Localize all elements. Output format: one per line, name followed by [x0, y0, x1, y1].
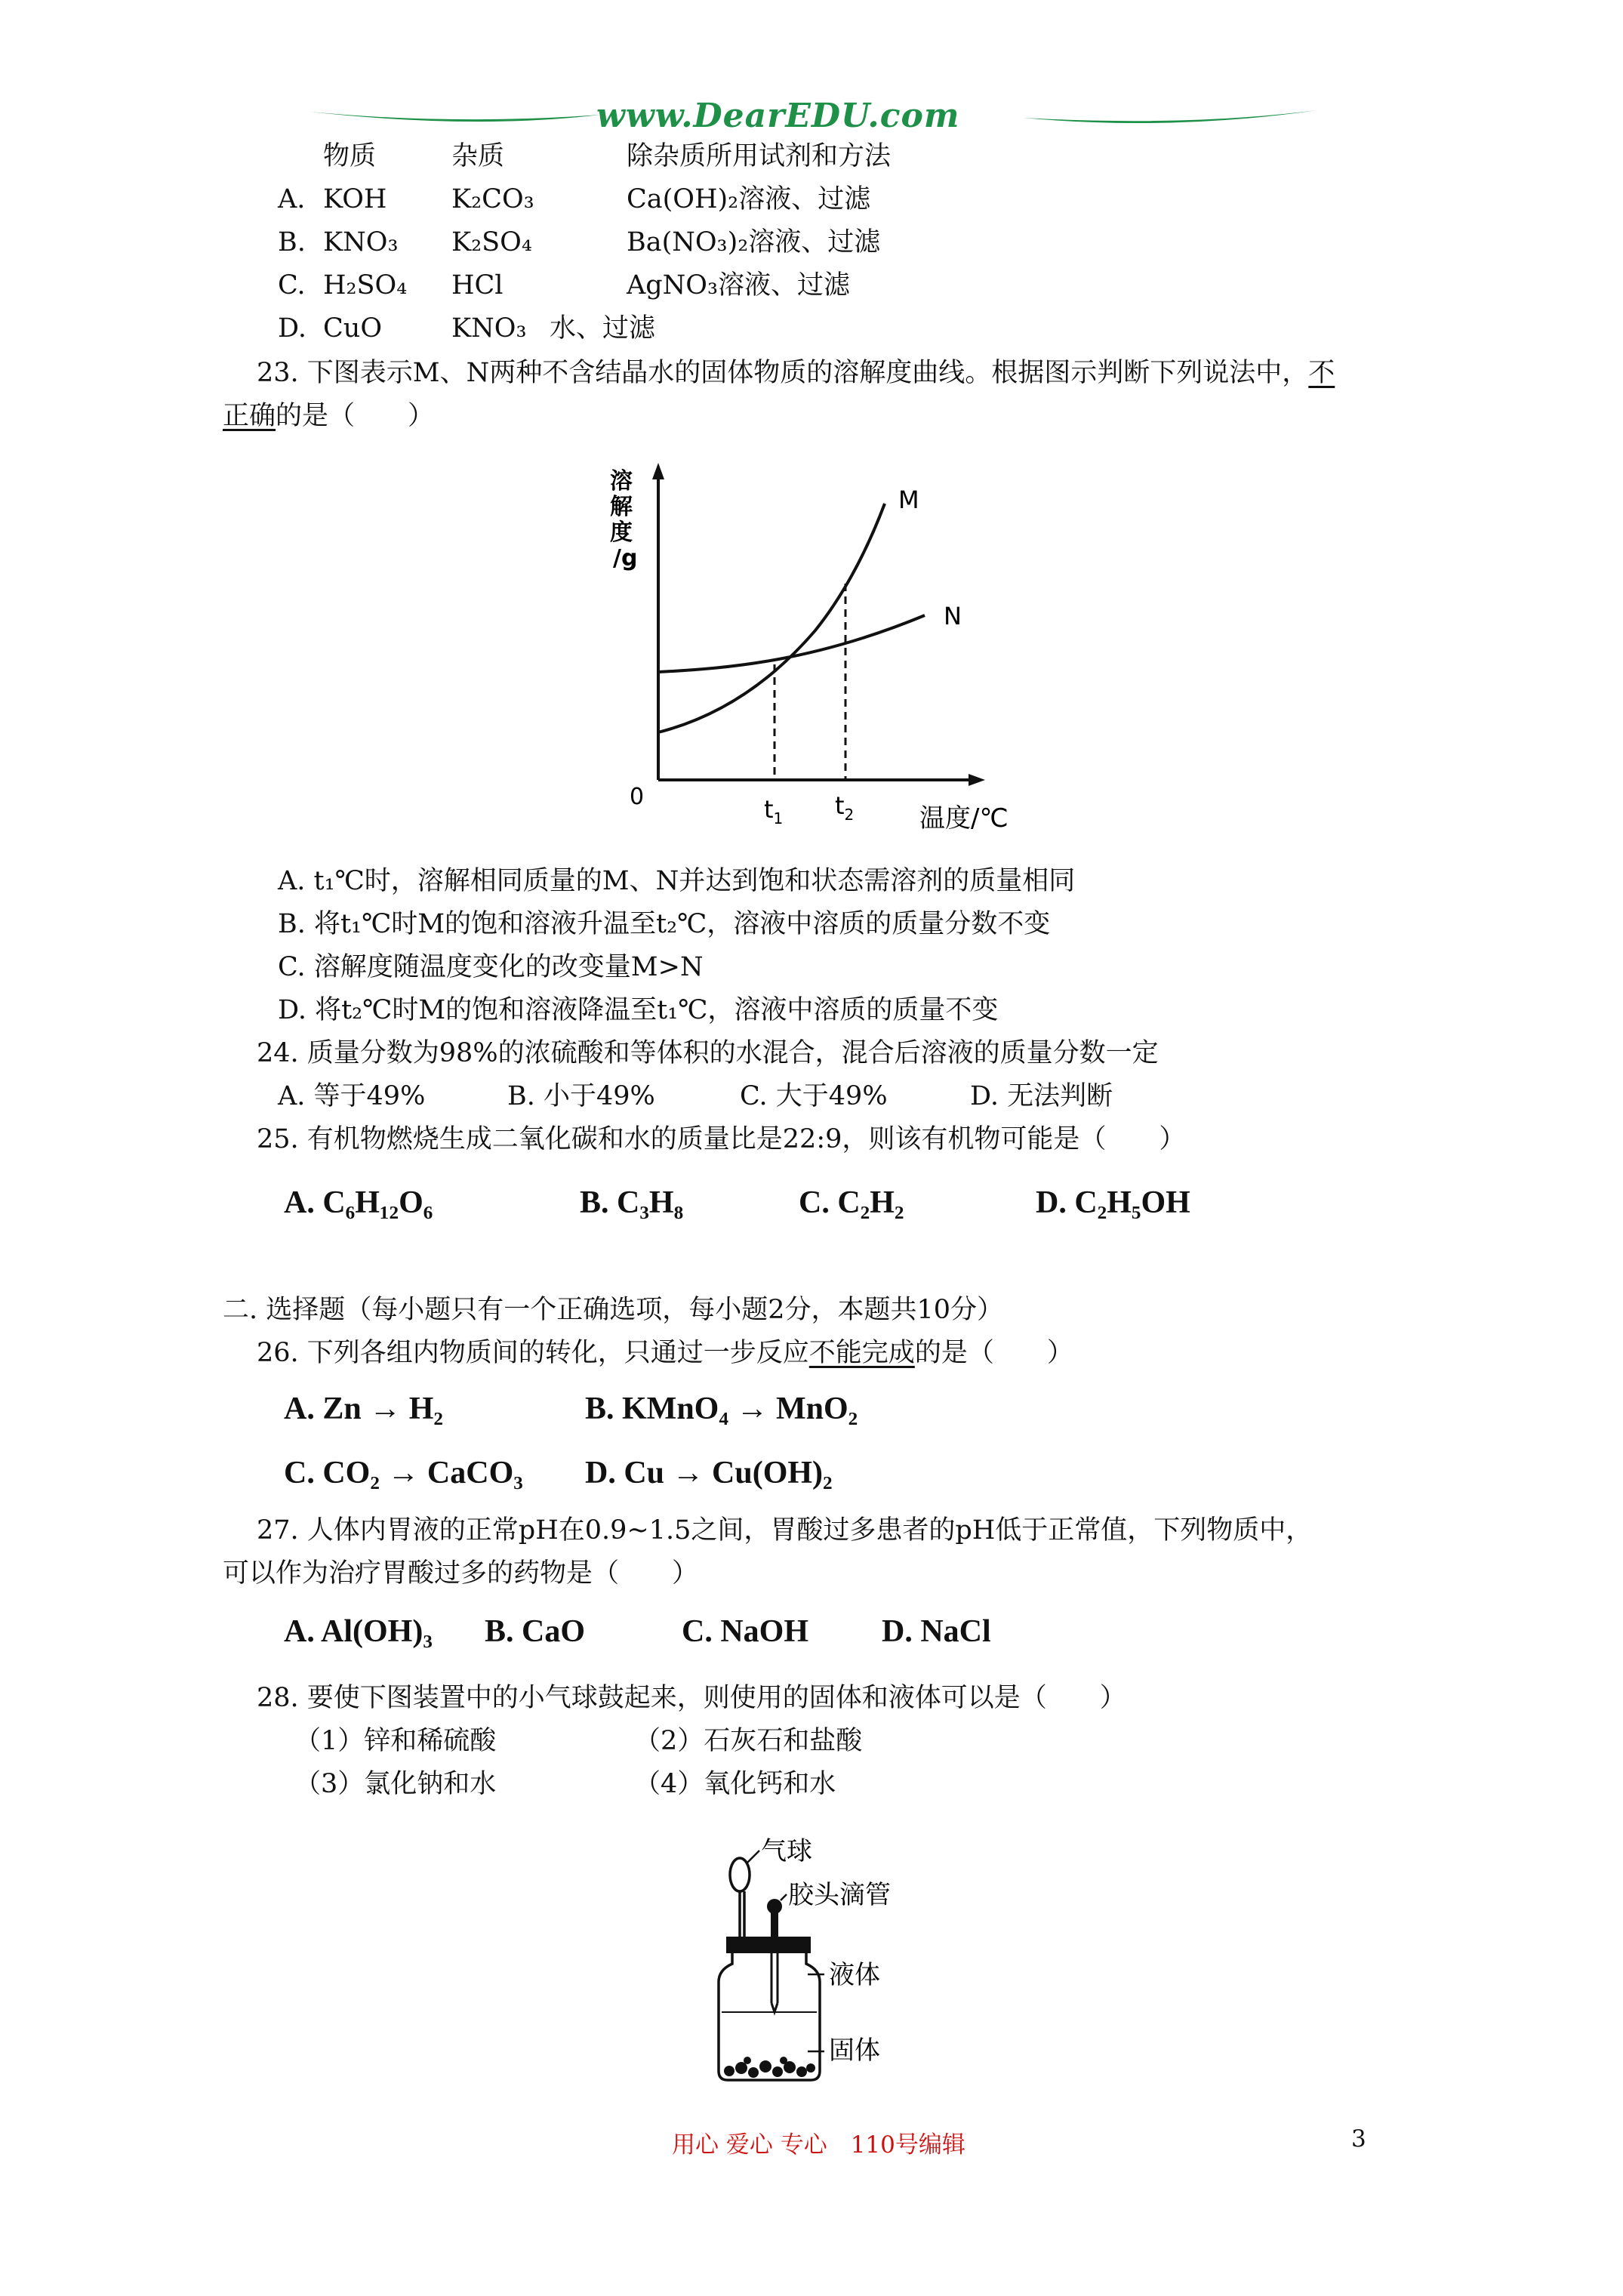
q26-stem-underline: 不能完成: [808, 1338, 915, 1368]
q23-option-b[interactable]: B. 将t₁℃时M的饱和溶液升温至t₂℃，溶液中溶质的质量分数不变: [278, 909, 1051, 939]
q25-option-c[interactable]: C. C₂H₂: [799, 1185, 904, 1220]
q28-stem: 28. 要使下图装置中的小气球鼓起来，则使用的固体和液体可以是（ ）: [257, 1683, 1126, 1713]
q23-stem-underline-a: 不: [1308, 358, 1335, 388]
q26-option-c[interactable]: C. CO₂ → CaCO₃: [284, 1456, 523, 1490]
table-cell-substance: KNO₃: [323, 227, 399, 257]
curve-n-label: N: [944, 602, 962, 630]
table-row-label: B.: [278, 227, 306, 257]
label-solid: 固体: [829, 2036, 880, 2066]
q23-stem-line1: 23. 下图表示M、N两种不含结晶水的固体物质的溶解度曲线。根据图示判断下列说法中，: [257, 358, 1309, 388]
table-cell-impurity: HCl: [451, 270, 504, 300]
stopper: [726, 1937, 811, 1953]
q27-option-d[interactable]: D. NaCl: [882, 1614, 991, 1649]
table-header-method: 除杂质所用试剂和方法: [627, 141, 892, 171]
q25-option-a[interactable]: A. C₆H₁₂O₆: [284, 1185, 433, 1220]
q25-option-d[interactable]: D. C₂H₅OH: [1036, 1185, 1190, 1220]
q27-option-a[interactable]: A. Al(OH)₃: [284, 1614, 433, 1649]
q26-option-b[interactable]: B. KMnO₄ → MnO₂: [585, 1391, 858, 1426]
q26-stem-a: 26. 下列各组内物质间的转化，只通过一步反应: [257, 1338, 809, 1368]
table-row-label: A.: [278, 184, 306, 214]
table-cell-substance: H₂SO₄: [323, 270, 408, 300]
table-header-substance: 物质: [323, 141, 377, 171]
label-liquid: 液体: [829, 1960, 880, 1990]
solid-particles: [724, 2057, 815, 2078]
section-2-title: 二. 选择题（每小题只有一个正确选项，每小题2分，本题共10分）: [223, 1295, 1004, 1325]
x-axis-label: 温度/℃: [919, 803, 1009, 834]
q23-stem-tail: 的是（ ）: [276, 401, 435, 431]
table-cell-impurity: K₂CO₃: [451, 184, 534, 214]
page-number: 3: [1351, 2125, 1366, 2153]
table-cell-method: Ba(NO₃)₂溶液、过滤: [627, 227, 881, 257]
y-axis-label-3: 度: [610, 519, 633, 546]
table-cell-impurity: K₂SO₄: [451, 227, 532, 257]
q23-stem: [257, 360, 1335, 387]
table-cell-impurity: KNO₃: [451, 313, 527, 344]
origin-label: 0: [630, 784, 645, 810]
header-swoosh-left: [310, 112, 600, 122]
q28-item-1: （1）锌和稀硫酸: [294, 1726, 497, 1756]
table-cell-method: 水、过滤: [550, 313, 656, 344]
q24-option-c[interactable]: C. 大于49%: [740, 1081, 888, 1111]
table-cell-method: Ca(OH)₂溶液、过滤: [627, 184, 871, 214]
table-header-impurity: 杂质: [451, 141, 505, 171]
header-logo[interactable]: www.DearEDU.com: [596, 97, 960, 135]
q28-item-3: （3）氯化钠和水: [294, 1769, 497, 1799]
table-row-label: D.: [278, 313, 306, 344]
header-swoosh-right: [1023, 110, 1317, 123]
q24-option-d[interactable]: D. 无法判断: [970, 1081, 1113, 1111]
y-axis-label-1: 溶: [610, 468, 633, 495]
tick-label-t2: $t_2$: [835, 791, 855, 824]
q28-item-4: （4）氧化钙和水: [634, 1769, 836, 1799]
q24-stem: 24. 质量分数为98%的浓硫酸和等体积的水混合，混合后溶液的质量分数一定: [257, 1038, 1159, 1068]
table-cell-method: AgNO₃溶液、过滤: [627, 270, 851, 300]
curve-m: [658, 504, 885, 732]
q23-stem-underline-b: 正确: [223, 401, 276, 431]
dropper-neck: [771, 1912, 778, 1938]
q23-option-c[interactable]: C. 溶解度随温度变化的改变量M>N: [278, 952, 704, 982]
footer-text: 用心 爱心 专心 110号编辑: [672, 2131, 965, 2159]
q27-stem-line2: 可以作为治疗胃酸过多的药物是（ ）: [223, 1558, 699, 1589]
y-axis-label-2: 解: [610, 494, 633, 520]
q23-option-d[interactable]: D. 将t₂℃时M的饱和溶液降温至t₁℃，溶液中溶质的质量不变: [278, 995, 999, 1025]
table-cell-substance: CuO: [323, 313, 383, 344]
curve-m-label: M: [898, 485, 919, 514]
q27-stem-line1: 27. 人体内胃液的正常pH在0.9~1.5之间，胃酸过多患者的pH低于正常值，下列物质中，: [257, 1515, 1313, 1546]
dropper-bulb-icon: [767, 1899, 782, 1914]
q23-stem-line2: [223, 403, 434, 430]
balloon-icon: [730, 1858, 750, 1891]
flask-body: [719, 1953, 820, 2080]
apparatus-figure: [702, 1831, 959, 2095]
q24-option-b[interactable]: B. 小于49%: [507, 1081, 655, 1111]
q27-option-c[interactable]: C. NaOH: [682, 1614, 808, 1649]
q28-item-2: （2）石灰石和盐酸: [634, 1726, 863, 1756]
q26-stem: [257, 1340, 1073, 1367]
q25-stem: 25. 有机物燃烧生成二氧化碳和水的质量比是22:9，则该有机物可能是（ ）: [257, 1124, 1186, 1154]
table-cell-substance: KOH: [323, 184, 387, 214]
q23-option-a[interactable]: A. t₁℃时，溶解相同质量的M、N并达到饱和状态需溶剂的质量相同: [278, 866, 1076, 896]
table-row-label: C.: [278, 270, 306, 300]
tick-label-t1: $t_1$: [764, 795, 784, 827]
q26-option-d[interactable]: D. Cu → Cu(OH)₂: [585, 1456, 833, 1490]
q27-option-b[interactable]: B. CaO: [485, 1614, 586, 1649]
q25-option-b[interactable]: B. C₃H₈: [580, 1185, 684, 1220]
q24-option-a[interactable]: A. 等于49%: [278, 1081, 426, 1111]
q26-stem-b: 的是（ ）: [914, 1338, 1073, 1368]
q26-option-a[interactable]: A. Zn → H₂: [284, 1391, 443, 1426]
y-axis-label-4: /g: [613, 545, 638, 572]
label-balloon: 气球: [761, 1836, 812, 1866]
solubility-chart: [604, 457, 1057, 849]
curve-n: [658, 615, 925, 672]
label-dropper: 胶头滴管: [788, 1880, 891, 1910]
